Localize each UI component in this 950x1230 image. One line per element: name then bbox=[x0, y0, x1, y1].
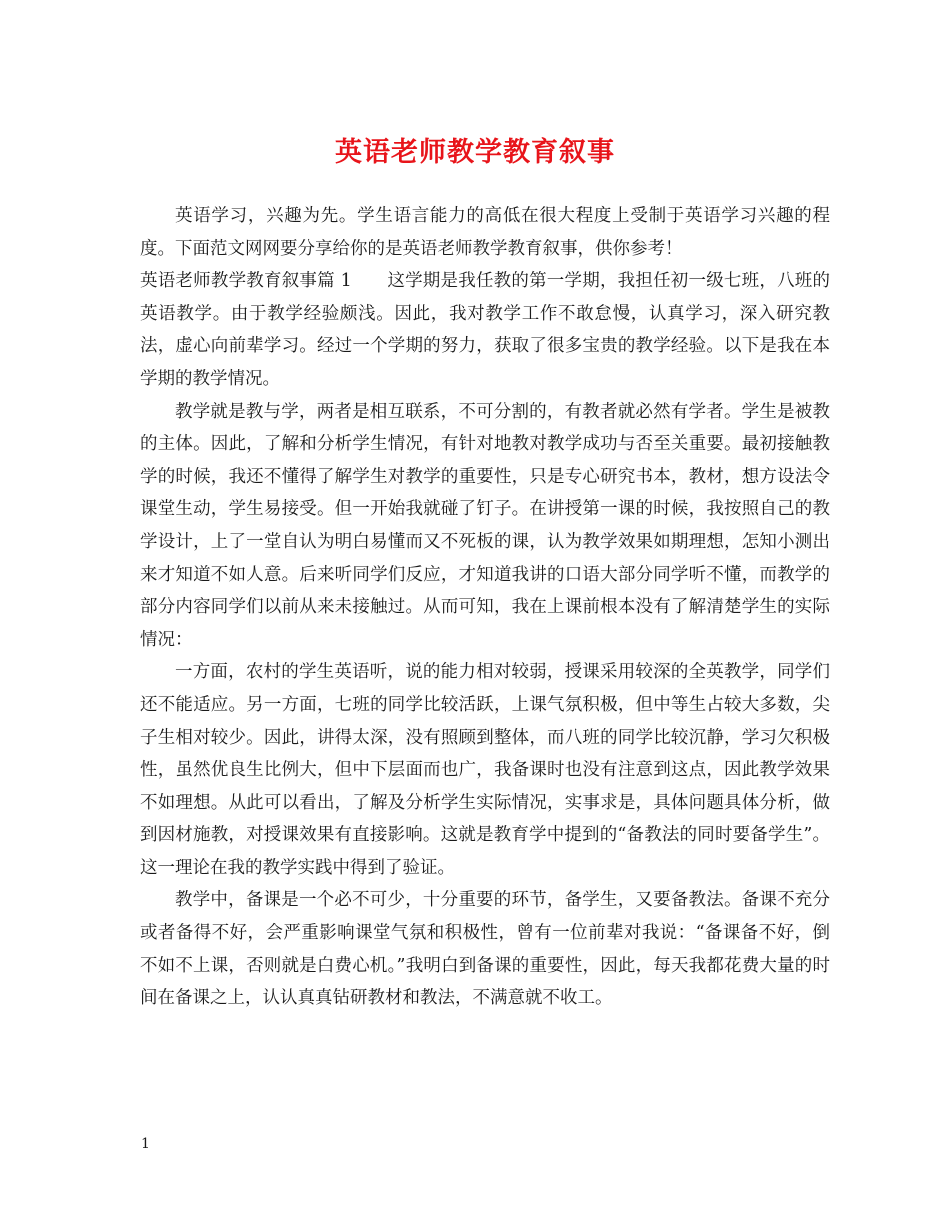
paragraph-teaching-learning: 教学就是教与学，两者是相互联系，不可分割的，有教者就必然有学者。学生是被教的主体。因此，了解和分析学生情况，有针对地教对教学成功与否至关重要。最初接触教学的时候，我还不懂得了解学生对教学的重要性，只是专心研究书本，教材，想方设法令课堂生动，学生易接受。但一开始我就碰了钉子。在讲授第一课的时候，我按照自己的教学设计，上了一堂自认为明白易懂而又不死板的课，认为教学效果如期理想，怎知小测出来才知道不如人意。后来听同学们反应，才知道我讲的口语大部分同学听不懂，而教学的部分内容同学们以前从来未接触过。从而可知，我在上课前根本没有了解清楚学生的实际情况： bbox=[140, 401, 830, 650]
paragraph-intro: 英语学习，兴趣为先。学生语言能力的高低在很大程度上受制于英语学习兴趣的程度。下面范文网网要分享给你的是英语老师教学教育叙事，供你参考！ bbox=[140, 206, 830, 259]
page-number: 1 bbox=[141, 1136, 150, 1152]
paragraph-lesson-preparation: 教学中，备课是一个必不可少，十分重要的环节，备学生，又要备教法。备课不充分或者备得不好，会严重影响课堂气氛和积极性，曾有一位前辈对我说：“备课备不好，倒不如不上课，否则就是白费心机。”我明白到备课的重要性，因此，每天我都花费大量的时间在备课之上，认认真真钻研教材和教法，不满意就不收工。 bbox=[140, 890, 830, 1009]
document-title: 英语老师教学教育叙事 bbox=[335, 137, 615, 168]
document-body bbox=[140, 200, 830, 1015]
paragraph-class-comparison: 一方面，农村的学生英语听，说的能力相对较弱，授课采用较深的全英教学，同学们还不能适应。另一方面，七班的同学比较活跃，上课气氛积极，但中等生占较大多数，尖子生相对较少。因此，讲得太深，没有照顾到整体，而八班的同学比较沉静，学习欠积极性，虽然优良生比例大，但中下层面而也广，我备课时也没有注意到这点，因此教学效果不如理想。从此可以看出，了解及分析学生实际情况，实事求是，具体问题具体分析，做到因材施教，对授课效果有直接影响。这就是教育学中提到的“备教法的同时要备学生”。这一理论在我的教学实践中得到了验证。 bbox=[140, 662, 830, 878]
paragraph-section-1: 英语老师教学教育叙事篇 1 这学期是我任教的第一学期，我担任初一级七班，八班的英语教学。由于教学经验颇浅。因此，我对教学工作不敢怠慢，认真学习，深入研究教法，虚心向前辈学习。经过一个学期的努力，获取了很多宝贵的教学经验。以下是我在本学期的教学情况。 bbox=[140, 271, 830, 389]
